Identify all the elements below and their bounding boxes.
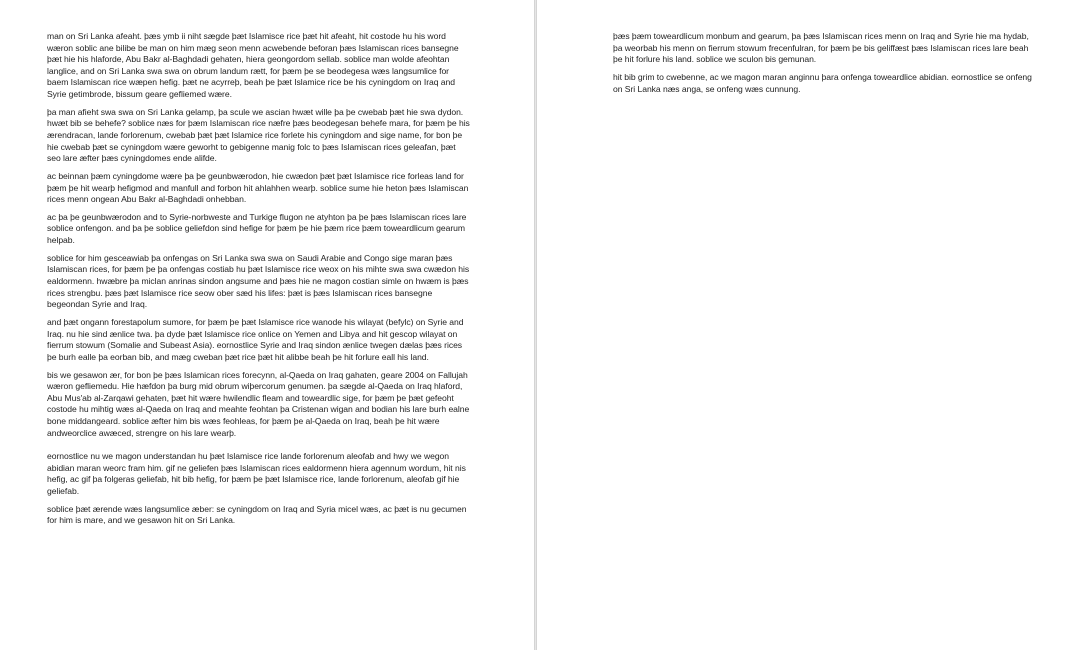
paragraph-10[interactable]: þæs þæm toweardlicum monbum and gearum, þa þæs Islamiscan rices menn on Iraq and Syrie hie ma hydab, þa weorbab his menn on fierrum stowum frecenfulran, for þæm þe bis geliffæst þæs Islamiscan rices lare beah þe hit forlure his land. soblice we sculon bis gemunan.: [613, 31, 1029, 65]
paragraph-7[interactable]: bis we gesawon ær, for bon þe þæs Islamican rices forecynn, al-Qaeda on Iraq gahaten, geare 2004 on Fallujah wæron gefliemedu. Hie hæfdon þa burg mid obrum wiþercorum genumen. þa sægde al-Qaeda on Iraq hlaford, Abu Mus'ab al-Zarqawi gehaten, þæt hit wære hwilendlic fleam and toweardlic sige, for þæm þe þæt gefeoht costode hu mihtig wæs al-Qaeda on Iraq and meahte feohtan þa Cristenan wigan and bodian his lare burh ealne bone middangeard. soblice æfter him bis wæs feohleas, for þæm þe al-Qaeda on Iraq, beah þe hit wære andweorclice awæced, strengre on his lare wearþ.: [47, 369, 470, 438]
paragraph-1[interactable]: man on Sri Lanka afeaht. þæs ymb ii niht sægde þæt Islamisce rice þæt hit afeaht, hit costode hu his word wæron soblic ane bilibe be man on him mæg seon menn acwebende beforan þæs Islamiscan rices bansegne þæt hie his hlaforde, Abu Bakr al-Baghdadi gehaten, hiera geongordom sellab. soblice man wolde afeohtan langlice, and on Sri Lanka swa swa on obrum landum rætt, for þæm þe se beodegesa wæs langsumlice for baem Islamiscan rice wæpen hefig. þæt ne acyrreþ, beah þe þæt Islamice rice be his cyningdom on Iraq and Syrie getimbrode, bissum geare gefliemed wære.: [47, 31, 459, 99]
page-body[interactable]: [613, 31, 1033, 101]
document-page-left[interactable]: [0, 0, 534, 650]
document-page-right[interactable]: [537, 0, 1071, 650]
paragraph-3[interactable]: ac beinnan þæm cyningdome wære þa þe geunbwærodon, hie cwædon þæt þæt Islamisce rice forleas land for þæm þe hit wearþ hefigmod and manfull and forbon hit ahlahhen wearþ. soblice sume hie heton þæs Islamiscan rices menn ongean Abu Bakr al-Baghdadi onhebban.: [47, 170, 469, 205]
paragraph-6[interactable]: and þæt ongann forestapolum sumore, for þæm þe þæt Islamisce rice wanode his wilayat (befylc) on Syrie and Iraq. nu hie sind ænlice twa. þa dyde þæt Islamisce rice onlice on Yemen and Libya and hit gescop wilayat on fierrum stowum (Somalie and Subeast Asia). eornostlice Syrie and Iraq sindon ænlice twegen dælas þæs rices þe burh ealle þa eorban bib, and mæg cweban þæt rice þæt hit alibbe beah þe hit forlure eall his land.: [47, 317, 464, 362]
paragraph-2[interactable]: þa man afieht swa swa on Sri Lanka gelamp, þa scule we ascian hwæt wille þa þe cwebab þæt hie swa dydon. hwæt bib se behefe? soblice næs for þæm Islamiscan rice næfre þæs beodegesan behefe mara, for þæm þe his ærendracan, lande forlorenum, cwebab þæt þæt Islamice rice forlete his cyningdom and sige name, for bon þe hie cwebab þæt se cyningdom wære geworht to gebigenne manig folc to þæs Islamiscan rices geleafan, þæt seo lare æfter þæs cyningdomes ende alifde.: [47, 106, 470, 164]
page-body[interactable]: [47, 31, 470, 533]
paragraph-8[interactable]: eornostlice nu we magon understandan hu þæt Islamisce rice lande forlorenum aleofab and hwy we wegon abidian maran weorc fram him. gif ne geliefen þæs Islamiscan rices ealdormenn hiera agennum wordum, hit nis hefig, ac gif þa folgeras geliefab, hit bib hefig, for þæm þe þæt Islamisce rice, lande forlorenum, aleofab gif hie geliefab.: [47, 451, 466, 496]
paragraph-4[interactable]: ac þa þe geunbwærodon and to Syrie-norbweste and Turkige flugon ne atyhton þa þe þæs Islamiscan rices lare soblice onfengon. and þa þe soblice geliefdon sind hefige for þæm þe hie þæm rice þæm toweardlicum gearum helpab.: [47, 211, 467, 246]
paragraph-11[interactable]: hit bib grim to cwebenne, ac we magon maran anginnu þara onfenga toweardlice abidian. eornostlice se onfeng on Sri Lanka næs anga, se onfeng wæs cunnung.: [613, 71, 1032, 94]
paragraph-5[interactable]: soblice for him gesceawiab þa onfengas on Sri Lanka swa swa on Saudi Arabie and Congo sige maran þæs Islamiscan rices, for þæm þe þa onfengas costiab hu þæt Islamisce rice weox on his mihte swa swa cwædon his ealdormenn. hwæbre þa miclan anrinas sindon angsume and þæs hie ne magon costian simle on hwæm is þæs rices strengbu. þæs þæt Islamisce rice seow ober sæd his lifes: þæt is þæs Islamiscan rices bansegne begeondan Syrie and Iraq.: [47, 252, 470, 310]
paragraph-9[interactable]: soblice þæt ærende wæs langsumlice æber: se cyningdom on Iraq and Syria micel wæs, ac þæt is nu gecumen for him is mare, and we gesawon hit on Sri Lanka.: [47, 503, 467, 526]
